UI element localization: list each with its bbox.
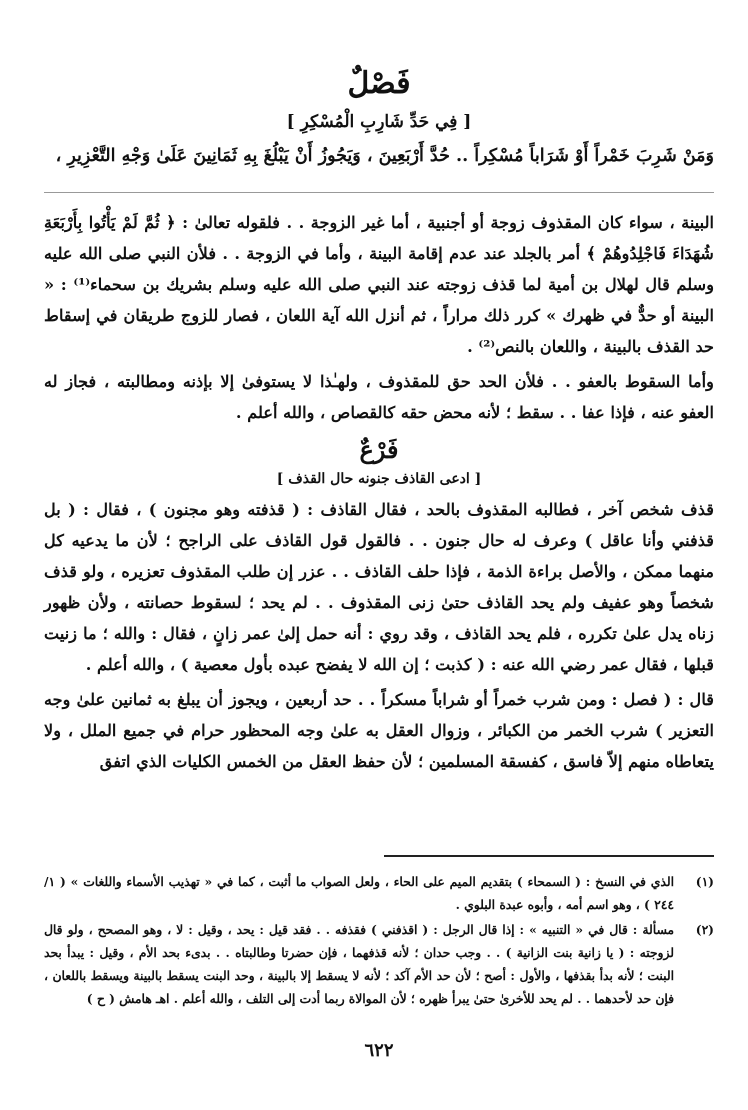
footnote-separator bbox=[384, 855, 714, 857]
footnotes bbox=[44, 870, 714, 1012]
section-subtitle: [ فِي حَدِّ شَارِبِ الْمُسْكِرِ ] bbox=[286, 112, 472, 132]
book-page bbox=[44, 60, 714, 1090]
commentary-paragraph: قذف شخص آخر ، فطالبه المقذوف بالحد ، فقال القاذف : ( قذفته وهو مجنون ) ، فقال : ( بل قذفني وأنا عاقل ) وعرف له حال جنون . . فالقول قول القاذف على الراجح ؛ لأن ما يدعيه كل منهما ممكن ، والأصل براءة الذمة ، فإذا حلف القاذف . . عزر إن طلب المقذوف تعزيره ، ولو قذف شخصاً وهو عفيف ولم يحد القاذف حتىٰ زنى المقذوف . . لم يحد ؛ لسقوط حصانته ، ولأن ظهور زناه يدل علىٰ تكرره ، فلم يحد القاذف ، وقد روي : أنه حمل إلىٰ عمر زانٍ ، فقال : والله ؛ ما زنيت قبلها ، فقال عمر رضي الله عنه : ( كذبت ؛ إن الله لا يفضح عبده بأول معصية ) ، والله أعلم . bbox=[44, 500, 714, 674]
footnote-number: (٢) bbox=[695, 922, 714, 937]
footnote-text: الذي في النسخ : ( السمحاء ) بتقديم الميم على الحاء ، ولعل الصواب ما أثبت ، كما في « تهذيب الأسماء واللغات » ( ١/ ٢٤٤ ) ، وهو اسم أمه ، وأبوه عبدة البلوي . bbox=[44, 874, 674, 912]
footnote bbox=[44, 918, 714, 1010]
matn-divider bbox=[44, 192, 714, 193]
section-heading: فَصْلٌ bbox=[347, 66, 411, 101]
commentary-paragraph: وأما السقوط بالعفو . . فلأن الحد حق للمقذوف ، ولهـٰذا لا يستوفىٰ إلا بإذنه ومطالبته ، فجاز له العفو عنه ، فإذا عفا . . سقط ؛ لأنه محض حقه كالقصاص ، والله أعلم . bbox=[44, 372, 714, 422]
footnote-text: مسألة : قال في « التنبيه » : إذا قال الرجل : ( اقذفني ) فقذفه . . فقد قيل : يحد ، وقيل : لا ، وهو المصحح ، ولو قال لزوجته : ( يا زانية بنت الزانية ) . . وجب حدان ؛ لأنه قذفهما ، فإن حضرتا وطالبتاه . . بدىء بحد الأم ، وقيل : يبدأ بحد البنت ؛ لأنه بدأ بقذفها ، والأول : أصح ؛ لأن حد الأم آكد ؛ لأنه لا يسقط إلا بالبينة ، وحد البنت يسقط بالبينة ويسقط باللعان ، فإن حد لأحدهما . . لم يحد للأخرىٰ حتىٰ يبرأ ظهره ؛ لأن الموالاة ربما أدت إلى التلف ، والله أعلم . اهـ هامش ( ح ) bbox=[44, 922, 674, 1006]
matn-text: وَمَنْ شَرِبَ خَمْراً أَوْ شَرَاباً مُسْكِراً .. حُدَّ أَرْبَعِينَ ، وَيَجُوزُ أَنْ يَبْلُغَ بِهِ ثَمَانِينَ عَلَىٰ وَجْهِ التَّعْزِيرِ ، bbox=[55, 146, 714, 166]
footnote bbox=[44, 870, 714, 916]
subsection-subtitle: [ ادعى القاذف جنونه حال القذف ] bbox=[276, 471, 482, 487]
page-number: ٦٢٢ bbox=[364, 1040, 394, 1061]
commentary-paragraph: البينة ، سواء كان المقذوف زوجة أو أجنبية ، أما غير الزوجة . . فلقوله تعالىٰ : ﴿ ثُمَّ لَمْ يَأْتُوا بِأَرْبَعَةِ شُهَدَاءَ فَاجْلِدُوهُمْ ﴾ أمر بالجلد عند عدم إقامة البينة ، وأما في الزوجة . . فلأن النبي صلى الله عليه وسلم قال لهلال بن أمية لما قذف زوجته عند النبي صلى الله عليه وسلم بشريك بن سحماء⁽¹⁾ : « البينة أو حدٌّ في ظهرك » كرر ذلك مراراً ، ثم أنزل الله آية اللعان ، فصار للزوج طريقان في إسقاط حد القذف بالبينة ، واللعان بالنص⁽²⁾ . bbox=[44, 213, 715, 356]
subsection-heading: فَرْعٌ bbox=[359, 435, 399, 464]
commentary-paragraph: قال : ( فصل : ومن شرب خمراً أو شراباً مسكراً . . حد أربعين ، ويجوز أن يبلغ به ثمانين علىٰ وجه التعزير ) شرب الخمر من الكبائر ، وزوال العقل به علىٰ وجه المحظور حرام في جميع الملل ، ولا يتعاطاه منهم إلاّ فاسق ، كفسقة المسلمين ؛ لأن حفظ العقل من الخمس الكليات الذي اتفق bbox=[44, 690, 714, 771]
footnote-number: (١) bbox=[695, 874, 714, 889]
